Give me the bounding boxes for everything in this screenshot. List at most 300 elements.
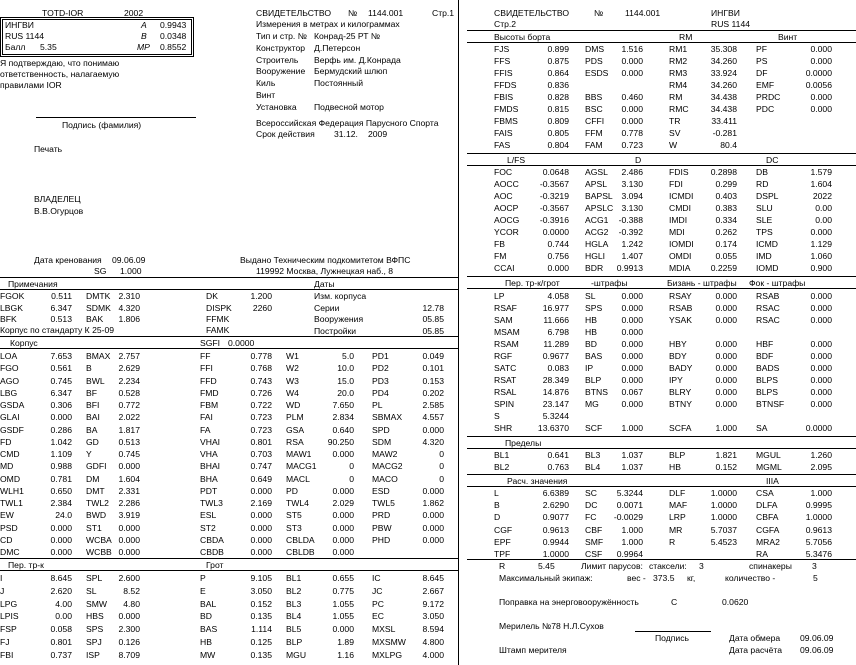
field-value: 1.055 [332, 611, 354, 622]
field-label: ST3 [286, 522, 302, 533]
field-label: RD [756, 179, 769, 189]
field-label: Конструктор [256, 42, 305, 53]
field-value: 0.403 [715, 191, 737, 201]
spinnaker-value: 3 [812, 561, 817, 571]
field-value: 0.0000 [805, 423, 832, 433]
c-value: 0.0620 [722, 597, 749, 607]
energy-label: Поправка на энерговооружённость [499, 597, 639, 607]
hull-row [0, 450, 458, 461]
field-label: RSAY [669, 291, 692, 301]
field-label: FAIS [494, 128, 513, 138]
field-label: FA [200, 424, 211, 435]
field-label: RSAC [756, 315, 780, 325]
field-value: 1.821 [715, 450, 737, 460]
field-value: 14.876 [542, 387, 569, 397]
field-value: 1.000 [810, 488, 832, 498]
field-value: 1.055 [332, 598, 354, 609]
field-label: DM [86, 473, 100, 484]
field-value: 16.977 [542, 303, 569, 313]
field-label: FDIS [669, 167, 689, 177]
staysail-label: стаксели: [649, 561, 687, 571]
field-label: PDC [756, 104, 775, 114]
field-label: CSF [585, 549, 603, 559]
field-label: DMT [86, 485, 105, 496]
field-value: 0.836 [547, 80, 569, 90]
field-value: 1.806 [118, 314, 140, 324]
field-value: 1.604 [118, 473, 140, 484]
field-value: 0.743 [250, 375, 272, 386]
field-label: JC [372, 585, 383, 596]
field-value: 1.060 [810, 251, 832, 261]
field-label: RGF [494, 351, 513, 361]
field-label: BL2 [494, 462, 510, 472]
field-value: 3.094 [621, 191, 643, 201]
hull-row [0, 352, 458, 363]
field-value: 0.000 [810, 387, 832, 397]
field-label: MACL [286, 473, 310, 484]
field-label: FMD [200, 387, 219, 398]
field-label: J [0, 585, 5, 596]
field-label: BD [585, 339, 597, 349]
field-value: 4.058 [547, 291, 569, 301]
field-label: MGML [756, 462, 782, 472]
field-value: 2.300 [118, 624, 140, 635]
field-value: 0.000 [621, 363, 643, 373]
field-value: Верфь им. Д.Конрада [314, 54, 401, 65]
a-label: A [141, 20, 147, 30]
calc-row [467, 526, 856, 537]
field-value: 0.383 [715, 203, 737, 213]
c-label: C [671, 597, 678, 607]
field-value: 0.900 [810, 263, 832, 273]
field-label: B [86, 363, 92, 374]
field-label: FAM [585, 140, 603, 150]
field-value: 0.000 [250, 485, 272, 496]
field-value: 8.52 [123, 585, 140, 596]
field-label: MG [585, 399, 599, 409]
field-label: EMF [756, 80, 775, 90]
lfs-row [467, 228, 856, 239]
field-value: 4.80 [123, 598, 140, 609]
limits-label: Пределы [505, 438, 542, 448]
field-label: GSDA [0, 400, 25, 410]
field-value: 24.0 [55, 510, 72, 521]
field-label: BD [200, 611, 212, 622]
sg-value: 1.000 [120, 266, 142, 276]
field-label: BAS [200, 624, 218, 635]
field-value: 5.7056 [805, 536, 832, 547]
divider [467, 559, 856, 560]
field-value: 0.0000 [805, 68, 832, 78]
field-value: 0.988 [50, 461, 72, 472]
field-value: 5.0 [342, 351, 354, 361]
field-value: 0.723 [621, 140, 643, 150]
field-label: ST1 [86, 522, 102, 533]
field-value: 5.4523 [710, 536, 737, 547]
field-value: 0.781 [50, 473, 72, 484]
field-value: 0.000 [715, 363, 737, 373]
field-value: 2.286 [118, 498, 140, 508]
field-label: SCFA [669, 423, 692, 433]
field-value: 1.000 [621, 536, 643, 547]
field-label: SPIN [494, 399, 515, 409]
spinnaker-label: спинакеры [749, 561, 792, 571]
penalty-row [467, 352, 856, 363]
field-value: 0.0056 [805, 80, 832, 90]
field-label: BL3 [286, 598, 302, 609]
field-value: 6.6389 [542, 488, 569, 498]
field-label: MW [200, 649, 216, 660]
field-label: FB [494, 239, 505, 249]
info-row [0, 91, 458, 102]
field-value: 0.000 [118, 547, 140, 557]
field-label: BTNSF [756, 399, 785, 409]
field-label: MACO [372, 473, 398, 484]
field-value: 0.000 [810, 104, 832, 114]
field-label: RA [756, 549, 768, 559]
field-value: 0.000 [715, 315, 737, 325]
field-label: P [200, 573, 206, 583]
field-value: 1.604 [810, 179, 832, 189]
owner-name: В.В.Огурцов [34, 206, 84, 216]
field-label: BLP [669, 450, 686, 460]
field-label: SPS [86, 624, 104, 635]
field-value: 0.778 [250, 351, 272, 361]
field-label: FAI [200, 412, 213, 423]
field-label: Винт [256, 90, 276, 100]
pertr-row [0, 600, 458, 611]
field-label: AOCP [494, 203, 519, 213]
notes-label: Примечания [8, 279, 58, 289]
iiia-label: IIIA [766, 476, 779, 486]
field-value: 0.726 [250, 387, 272, 398]
limits-row [467, 451, 856, 462]
field-value: 0.202 [422, 387, 444, 398]
field-label: PD [286, 485, 298, 496]
field-value: 5.3244 [616, 488, 643, 498]
field-label: GDFI [86, 461, 107, 472]
field-label: CBF [585, 524, 603, 535]
field-label: APSLC [585, 203, 614, 213]
hull-row [0, 462, 458, 473]
field-label: IMDI [669, 215, 688, 225]
info-row [0, 56, 458, 67]
field-label: ICMD [756, 239, 778, 249]
field-label: RSAM [494, 339, 519, 349]
field-value: 0.000 [547, 263, 569, 273]
field-label: SL [86, 585, 97, 596]
field-value: 1.817 [118, 424, 140, 435]
field-label: BL1 [286, 573, 302, 583]
field-value: 35.308 [710, 44, 737, 54]
field-value: 7.650 [332, 400, 354, 410]
field-value: Бермудский шлюп [314, 66, 388, 77]
field-label: DSPL [756, 191, 779, 201]
freeboard-row [467, 81, 856, 92]
field-label: TWL2 [86, 498, 109, 508]
field-value: 0.000 [715, 399, 737, 409]
freeboard-row [467, 45, 856, 56]
field-label: LP [494, 291, 505, 301]
field-label: FBI [0, 649, 14, 660]
field-label: Установка [256, 101, 297, 112]
freeboard-row [467, 141, 856, 152]
pertr-row [0, 625, 458, 636]
field-value: 4.00 [55, 598, 72, 609]
field-value: 0.804 [547, 140, 569, 150]
hull-row [0, 389, 458, 400]
ball-value: 5.35 [40, 42, 57, 52]
lfs-row [467, 264, 856, 275]
field-label: RM2 [669, 56, 688, 66]
field-label: CBFA [756, 512, 779, 523]
field-label: VHA [200, 449, 218, 459]
field-value: 2.310 [118, 291, 140, 301]
field-label: PD2 [372, 363, 389, 374]
field-value: 0.000 [250, 510, 272, 521]
field-value: 0.655 [332, 573, 354, 583]
field-label: DK [206, 291, 218, 301]
divider [467, 30, 856, 31]
field-value: 4.320 [118, 302, 140, 313]
field-value: 33.411 [711, 116, 737, 126]
divider [0, 348, 458, 349]
field-value: 0.000 [118, 522, 140, 533]
pertr-row [0, 638, 458, 649]
field-value: 3.050 [422, 611, 444, 622]
field-value: 1.0000 [542, 549, 569, 559]
penalty-row [467, 400, 856, 411]
field-value: 0.000 [422, 485, 444, 496]
field-value: 34.438 [710, 104, 737, 114]
field-value: 0.747 [250, 461, 272, 472]
field-value: 0.561 [50, 363, 72, 374]
field-value: 1.109 [50, 449, 72, 459]
field-value: 0.126 [118, 637, 140, 647]
signature-line [635, 631, 711, 632]
field-value: 0.9613 [805, 524, 832, 535]
dc-label: DC [766, 155, 779, 165]
field-value: 0.723 [250, 424, 272, 435]
divider [467, 153, 856, 154]
field-label: WLH1 [0, 485, 24, 496]
field-value: 0.772 [118, 400, 140, 410]
crew-count: 5 [813, 573, 818, 583]
field-label: ICMDI [669, 191, 694, 201]
field-value: 2.095 [810, 462, 832, 472]
federation: Всероссийская Федерация Парусного Спорта [256, 118, 439, 128]
field-label: PRDC [756, 92, 781, 102]
field-label: SHR [494, 423, 513, 433]
field-value: 5.3476 [805, 549, 832, 559]
field-value: 2.757 [118, 351, 140, 361]
pertr-label: Пер. тр-к [8, 560, 44, 570]
field-label: PDT [200, 485, 218, 496]
field-value: 0.000 [50, 547, 72, 557]
field-label: BTNY [669, 399, 692, 409]
field-label: IOMDI [669, 239, 694, 249]
field-value: 90.250 [327, 436, 354, 447]
field-value: 0.000 [810, 56, 832, 66]
penalty-label-3: Бизань - штрафы [667, 278, 737, 288]
field-label: FBIS [494, 92, 514, 102]
field-label: B [494, 500, 500, 511]
field-label: MXLPG [372, 649, 403, 660]
field-value: 0.101 [422, 363, 444, 374]
field-label: BSC [585, 104, 603, 114]
field-label: MACG2 [372, 461, 403, 472]
field-label: SPJ [86, 637, 102, 647]
field-label: YCOR [494, 227, 519, 237]
field-label: SCF [585, 423, 603, 433]
field-value: 11.666 [543, 315, 569, 325]
field-label: BLRY [669, 387, 692, 397]
field-value: 5.3244 [542, 411, 569, 421]
field-label: AGO [0, 375, 20, 386]
field-value: 0.299 [715, 179, 737, 189]
staysail-value: 3 [699, 561, 704, 571]
field-value: 0.000 [621, 399, 643, 409]
page-divider [458, 0, 459, 665]
field-value: 0.745 [50, 375, 72, 386]
info-row [0, 32, 458, 43]
field-label: SMW [86, 598, 108, 609]
field-value: 0.055 [715, 251, 737, 261]
field-value: Д.Петерсон [314, 42, 361, 53]
calc-row [467, 538, 856, 549]
field-value: 0.135 [250, 649, 272, 660]
field-value: 8.709 [118, 649, 140, 660]
field-label: AOCG [494, 215, 520, 225]
hull-standard: Корпус по стандарту К 25-09 [0, 325, 115, 335]
field-value: 1.242 [621, 239, 643, 249]
field-value: 0.9913 [616, 263, 643, 273]
issued-by: Выдано Техническим подкомитетом ВФПС [240, 255, 411, 265]
measure-date-label: Дата обмера [729, 633, 781, 643]
field-value: 0.864 [547, 68, 569, 78]
field-label: CFFI [585, 116, 605, 126]
field-label: MGUL [756, 450, 781, 460]
units-note: Измерения в метрах и килограммах [256, 19, 400, 29]
field-value: 0.000 [810, 315, 832, 325]
field-label: Постройки [314, 325, 357, 336]
field-label: W2 [286, 363, 299, 374]
field-label: CMD [0, 449, 20, 459]
field-label: Вооружения [314, 314, 364, 324]
field-label: FC [585, 512, 597, 523]
field-label: MXSL [372, 624, 396, 635]
owner-label: ВЛАДЕЛЕЦ [34, 194, 81, 204]
hull-row [0, 438, 458, 449]
field-label: RSAL [494, 387, 517, 397]
field-value: 2.620 [50, 585, 72, 596]
field-label: TPS [756, 227, 773, 237]
field-value: 1.000 [621, 423, 643, 433]
field-label: BDF [756, 351, 774, 361]
field-label: ESL [200, 510, 217, 521]
field-value: 0 [439, 461, 444, 472]
field-value: 15.0 [337, 375, 354, 386]
field-label: DLFA [756, 500, 778, 511]
field-value: 2.6290 [542, 500, 569, 511]
field-label: EPF [494, 536, 511, 547]
hull-row [0, 524, 458, 535]
field-value: 0.000 [332, 534, 354, 545]
limits-row [467, 463, 856, 474]
sgfi-value: 0.0000 [228, 338, 255, 348]
hull-row [0, 499, 458, 510]
field-label: BADS [756, 363, 780, 373]
field-label: BL2 [286, 585, 302, 596]
penalty-label-4: Фок - штрафы [749, 278, 806, 288]
field-label: FFMK [206, 314, 230, 324]
hull-row [0, 401, 458, 412]
field-value: 0.0071 [616, 500, 643, 511]
field-value: 0.00 [55, 611, 72, 622]
field-label: APSL [585, 179, 607, 189]
field-label: FBMS [494, 116, 518, 126]
field-value: 20.0 [337, 387, 354, 398]
p2-signature-label: Подпись [655, 633, 690, 643]
field-value: 0.000 [332, 449, 354, 459]
field-value: 0.000 [810, 363, 832, 373]
divider [0, 289, 458, 290]
field-label: PF [756, 44, 767, 54]
field-value: 0.828 [547, 92, 569, 102]
field-value: 0.00 [815, 203, 832, 213]
field-value: 33.924 [710, 68, 737, 78]
field-value: 1.037 [621, 462, 643, 472]
divider [467, 448, 856, 449]
field-value: 0.000 [422, 534, 444, 545]
field-value: 1.579 [810, 167, 832, 177]
field-label: FMDS [494, 104, 519, 114]
field-label: SV [669, 128, 681, 138]
field-value: 0.306 [50, 400, 72, 410]
field-label: GSA [286, 424, 305, 435]
field-value: 1.0000 [710, 488, 737, 498]
field-label: PD3 [372, 375, 389, 386]
field-label: BADY [669, 363, 693, 373]
field-value: 0.899 [547, 44, 569, 54]
hull-row [0, 364, 458, 375]
field-label: LPIS [0, 611, 19, 622]
kg-label: кг, [687, 573, 696, 583]
field-label: IMD [756, 251, 772, 261]
hull-row [0, 475, 458, 486]
field-value: 0.640 [332, 424, 354, 435]
hull-row [0, 511, 458, 522]
field-value: 0.000 [50, 534, 72, 545]
dates-row [0, 304, 458, 315]
field-label: RMC [669, 104, 689, 114]
field-value: 1.114 [251, 624, 272, 635]
field-label: DISPK [206, 302, 232, 313]
field-value: 0.000 [621, 116, 643, 126]
p2-no-sign: № [594, 8, 604, 18]
field-label: CGF [494, 524, 513, 535]
field-value: 1.042 [50, 436, 72, 447]
field-value: 1.16 [337, 649, 354, 660]
field-label: PHD [372, 534, 391, 545]
penalty-row [467, 328, 856, 339]
field-label: RSAF [494, 303, 517, 313]
stamp-label: Штамп мерителя [499, 645, 567, 655]
field-label: HB [669, 462, 681, 472]
field-label: DMS [585, 44, 605, 54]
field-value: 0.152 [715, 462, 737, 472]
boat-name: ИНГВИ [5, 20, 34, 30]
